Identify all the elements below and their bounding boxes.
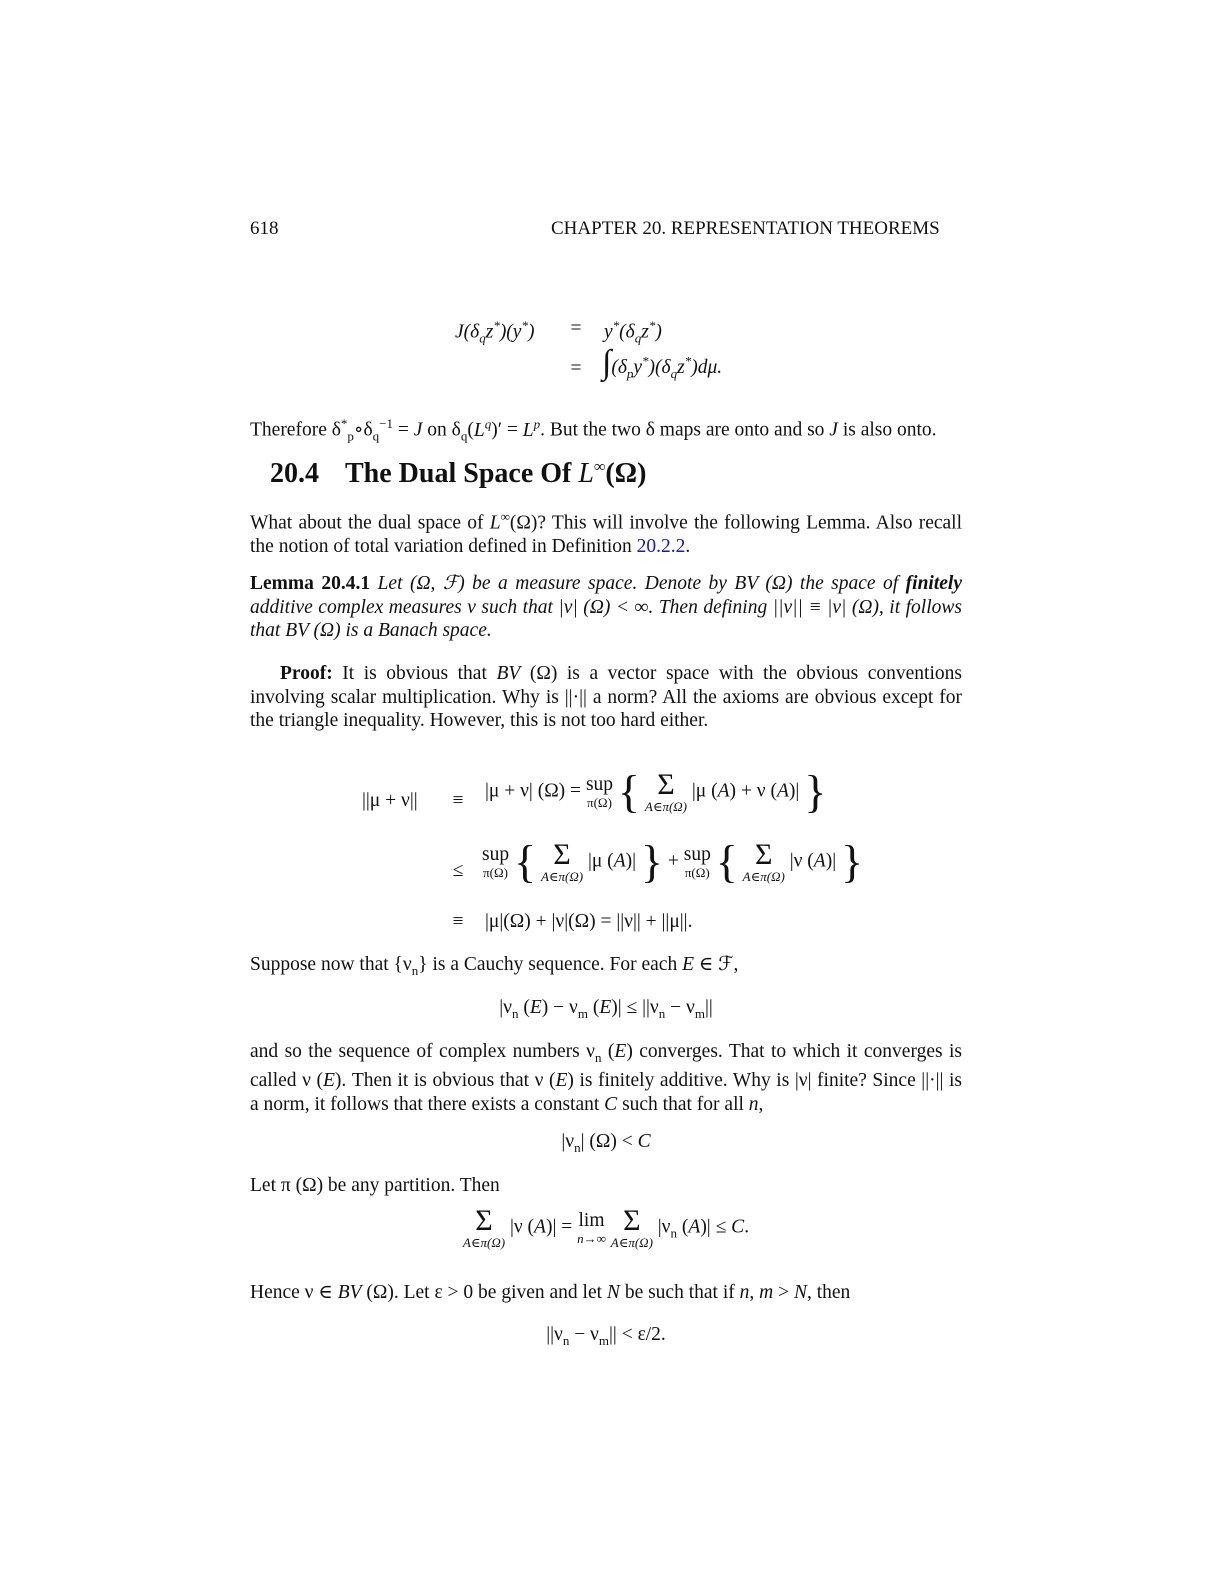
lemma-label: Lemma 20.4.1 <box>250 573 371 594</box>
equation-triangle-line2: sup π(Ω) { Σ A∈π(Ω) |μ (A)| } + sup π(Ω) { Σ A∈π(Ω) |ν (A)| } <box>482 836 864 887</box>
equation-top-rhs2: $\int(\delta_py^*)(\delta_qz^*)d\mu$. <box>602 344 723 381</box>
equation-top-lhs: $J(\delta_qz^*)(y^*)$ <box>455 318 535 346</box>
equation-triangle <box>0 768 1224 938</box>
definition-link[interactable]: 20.2.2 <box>636 536 686 558</box>
equation-partition: Σ A∈π(Ω) |ν (A)| = lim n→∞ Σ A∈π(Ω) $|\nu_n$ (A)| ≤ C. <box>462 1204 750 1250</box>
paragraph-partition: Let π (Ω) be any partition. Then <box>250 1175 500 1196</box>
paragraph-cauchy: Suppose now that $\{\nu_n\}$ is a Cauchy sequence. For each E ∈ ℱ, <box>250 954 739 978</box>
equation-top-rel2: = <box>570 358 582 379</box>
equation-triangle-lhs: ||μ + ν|| <box>362 790 418 811</box>
paragraph-intro: What about the dual space of L∞(Ω)? This will involve the following Lemma. Also recall the notion of total variation defined in Definition 20.2.2. <box>250 509 963 558</box>
section-number: 20.4 <box>270 458 319 489</box>
paragraph-therefore: Therefore $\delta^*_p\circ\delta_q^{-1} = J$ on $\delta_q(L^q)' = L^p$. But the two δ maps are onto and so J is also onto. <box>250 416 937 444</box>
equation-top <box>0 318 1224 388</box>
equation-top-rel1: = <box>570 318 582 339</box>
paragraph-converge: and so the sequence of complex numbers $\nu_n$ (E) converges. That to which it converges is called ν (E). Then it is obvious that ν (E) is finitely additive. Why is |ν| finite? Since ||·|| is a norm, it follows that there exists a constant C such that for all n, <box>250 1041 962 1116</box>
page-number: 618 <box>250 218 279 239</box>
section-heading <box>270 458 646 490</box>
section-title: The Dual Space Of L∞(Ω) <box>345 458 647 489</box>
equation-triangle-rel3: ≡ <box>452 911 464 932</box>
running-header: CHAPTER 20. REPRESENTATION THEOREMS <box>551 218 940 239</box>
equation-triangle-line3: |μ|(Ω) + |ν|(Ω) = ||ν|| + ||μ||. <box>485 911 693 932</box>
equation-bound: $|\nu_n|$ (Ω) < C <box>561 1131 651 1155</box>
equation-triangle-rel2: ≤ <box>452 860 464 881</box>
equation-final: $||\nu_n - \nu_m|| < \varepsilon/2$. <box>546 1324 666 1348</box>
equation-top-rhs1: $y^*(\delta_qz^*)$ <box>604 318 662 346</box>
equation-cauchy: $|\nu_n$ $(E) - \nu_m$ $(E)| \le ||\nu_n - \nu_m||$ <box>499 997 713 1021</box>
lemma-block: Lemma 20.4.1 Let (Ω, ℱ) be a measure space. Denote by BV (Ω) the space of finitely additive complex measures ν such that |ν| (Ω) < ∞. Then defining ||ν|| ≡ |ν| (Ω), it follows that BV (Ω) is a Banach space. <box>250 573 962 642</box>
proof-label: Proof: <box>280 663 333 684</box>
equation-triangle-line1: |μ + ν| (Ω) = sup π(Ω) { Σ A∈π(Ω) |μ (A) + ν (A)| } <box>485 766 827 817</box>
proof-block: Proof: It is obvious that BV (Ω) is a vector space with the obvious conventions involving scalar multiplication. Why is ||·|| a norm? All the axioms are obvious except for the triangle inequality. However, this is not too hard either. <box>250 663 962 732</box>
paragraph-hence: Hence ν ∈ BV (Ω). Let ε > 0 be given and let N be such that if n, m > N, then <box>250 1282 851 1303</box>
equation-triangle-rel1: ≡ <box>452 790 464 811</box>
